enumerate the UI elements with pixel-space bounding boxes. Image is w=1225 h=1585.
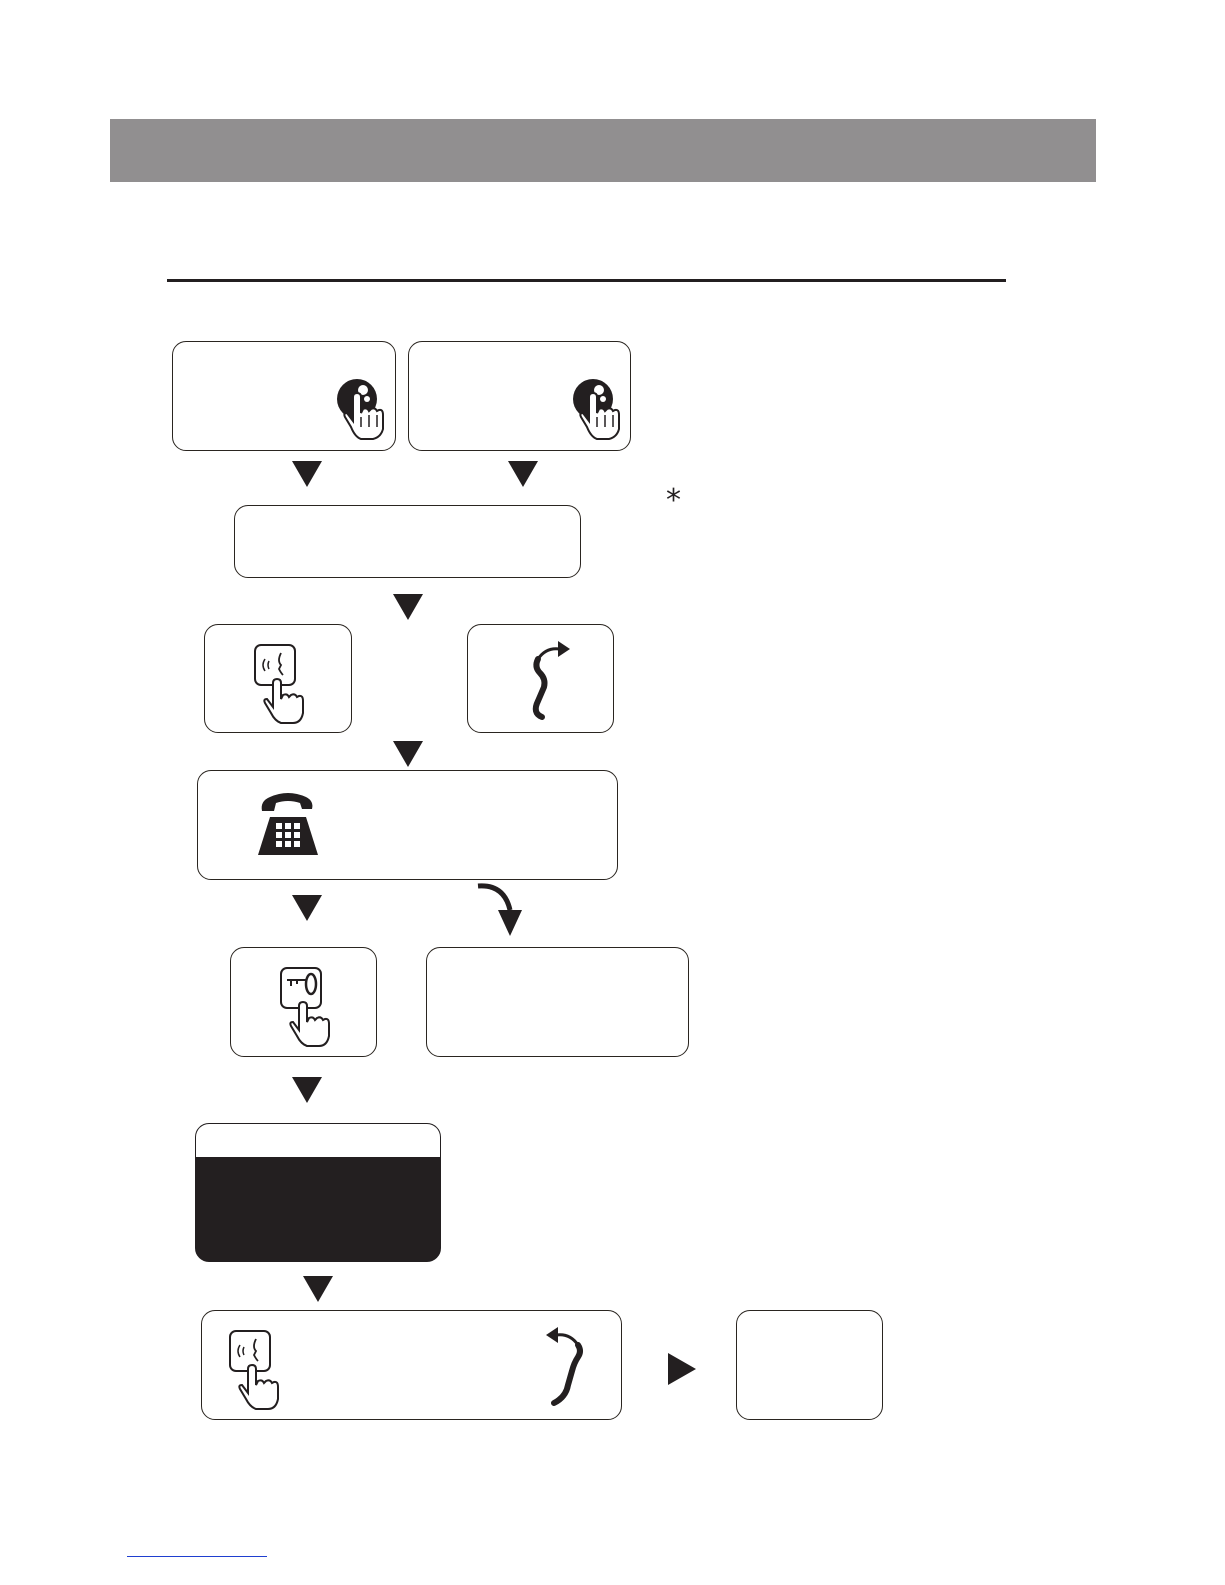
talk-button-box [204, 624, 352, 733]
header-bar [110, 119, 1096, 182]
standby-box [736, 1310, 883, 1420]
handset-hang-up-icon [538, 1327, 594, 1409]
indoor-phone-box [197, 770, 618, 880]
chime-box [234, 505, 581, 578]
down-arrow-icon [393, 594, 423, 620]
monitor-screen-top-strip [196, 1124, 440, 1157]
down-arrow-icon [508, 461, 538, 487]
down-arrow-icon [303, 1276, 333, 1302]
down-arrow-icon [292, 1077, 322, 1103]
handset-lift-box [467, 624, 614, 733]
monitor-screen-panel [195, 1123, 441, 1262]
talk-button-press-icon [251, 643, 307, 725]
down-arrow-icon [393, 741, 423, 767]
alternate-path-box [426, 947, 689, 1057]
handset-lift-icon [520, 641, 576, 723]
call-button-box-left [172, 341, 396, 451]
talk-button-press-icon [226, 1329, 282, 1411]
down-arrow-icon [292, 461, 322, 487]
footer-link-underline[interactable] [127, 1556, 267, 1557]
right-arrow-icon [668, 1353, 696, 1385]
end-call-box [201, 1310, 622, 1420]
desk-phone-icon [256, 789, 320, 859]
note-asterisk: * [666, 483, 681, 518]
door-key-button-press-icon [277, 966, 333, 1048]
call-button-press-icon [335, 377, 391, 441]
call-button-box-right [408, 341, 631, 451]
door-release-box [230, 947, 377, 1057]
section-rule [167, 279, 1006, 282]
curved-arrow-icon [474, 880, 530, 940]
call-button-press-icon [571, 377, 627, 441]
down-arrow-icon [292, 895, 322, 921]
